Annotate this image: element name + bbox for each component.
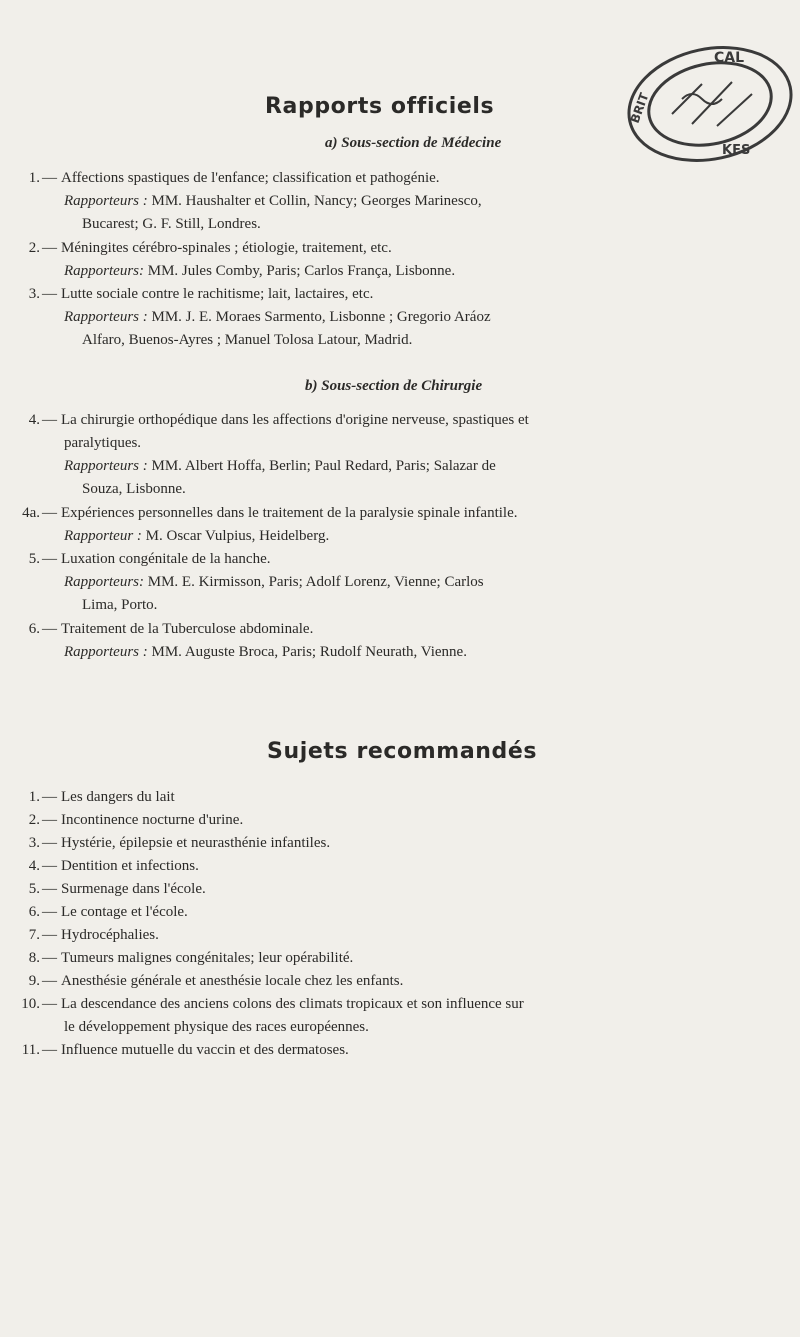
subsection-title-chirurgie: b) Sous-section de Chirurgie: [305, 378, 483, 394]
item-number: 4.: [28, 858, 40, 874]
stamp-text-top: CAL: [714, 50, 745, 66]
rapporteurs-names: Souza, Lisbonne.: [82, 481, 186, 497]
rapporteurs-names: MM. J. E. Moraes Sarmento, Lisbonne ; Gregorio Aráoz: [151, 309, 491, 325]
subsection-title-medecine: a) Sous-section de Médecine: [325, 135, 502, 151]
list-item: 6. — Traitement de la Tuberculose abdominale. Rapporteurs : MM. Auguste Broca, Paris; Rudolf Neurath, Vienne.: [12, 618, 790, 664]
item-title: Tumeurs malignes congénitales; leur opérabilité.: [61, 950, 354, 966]
item-number: 9.: [28, 973, 40, 989]
item-number: 10.: [21, 996, 40, 1012]
item-number: 2.: [28, 240, 40, 256]
rapporteurs-label: Rapporteurs :: [64, 458, 148, 474]
list-item: 5. — Luxation congénitale de la hanche. Rapporteurs: MM. E. Kirmisson, Paris; Adolf Lorenz, Vienne; Carlos Lima, Porto.: [12, 548, 790, 617]
item-number: 3.: [28, 286, 40, 302]
list-item: 4. — La chirurgie orthopédique dans les affections d'origine nerveuse, spastiques et paralytiques. Rapporteurs : MM. Albert Hoffa, Berlin; Paul Redard, Paris; Salazar de Souza, Lisbonne.: [12, 409, 790, 501]
item-title: Expériences personnelles dans le traitement de la paralysie spinale infantile.: [61, 505, 518, 521]
rapporteurs-label: Rapporteurs :: [64, 193, 148, 209]
list-item: 6. — Le contage et l'école.: [12, 901, 790, 924]
item-title: Méningites cérébro-spinales ; étiologie, traitement, etc.: [61, 240, 392, 256]
stamp-text-bottom: KES: [722, 143, 751, 158]
list-item: 7. — Hydrocéphalies.: [12, 924, 790, 947]
rapporteurs-label: Rapporteur :: [64, 528, 142, 544]
rapporteurs-label: Rapporteurs:: [64, 574, 144, 590]
item-title: Les dangers du lait: [61, 789, 175, 805]
item-title: Anesthésie générale et anesthésie locale chez les enfants.: [61, 973, 404, 989]
item-number: 4a.: [22, 505, 40, 521]
list-item: 4. — Dentition et infections.: [12, 855, 790, 878]
item-number: 5.: [28, 551, 40, 567]
item-number: 8.: [28, 950, 40, 966]
item-number: 6.: [28, 904, 40, 920]
rapporteurs-names: Alfaro, Buenos-Ayres ; Manuel Tolosa Latour, Madrid.: [82, 332, 413, 348]
rapporteurs-names: MM. Auguste Broca, Paris; Rudolf Neurath, Vienne.: [151, 644, 467, 660]
library-stamp-icon: [622, 44, 798, 164]
item-title: Surmenage dans l'école.: [61, 881, 206, 897]
list-item: 2. — Incontinence nocturne d'urine.: [12, 809, 790, 832]
list-item: 11. — Influence mutuelle du vaccin et des dermatoses.: [12, 1039, 790, 1062]
item-title: La descendance des anciens colons des climats tropicaux et son influence sur: [61, 996, 524, 1012]
list-item: 10. — La descendance des anciens colons des climats tropicaux et son influence sur le développement physique des races européennes.: [12, 993, 790, 1039]
rapporteurs-names: Lima, Porto.: [82, 597, 158, 613]
item-number: 3.: [28, 835, 40, 851]
item-number: 7.: [28, 927, 40, 943]
item-title-continued: paralytiques.: [64, 435, 142, 451]
stamp-text-left: BRIT: [627, 91, 652, 126]
rapporteurs-names: MM. Jules Comby, Paris; Carlos França, Lisbonne.: [147, 263, 456, 279]
item-number: 1.: [28, 789, 40, 805]
list-item: 9. — Anesthésie générale et anesthésie locale chez les enfants.: [12, 970, 790, 993]
list-item: 5. — Surmenage dans l'école.: [12, 878, 790, 901]
rapporteurs-label: Rapporteurs:: [64, 263, 144, 279]
item-title: Traitement de la Tuberculose abdominale.: [61, 621, 314, 637]
rapporteurs-names: M. Oscar Vulpius, Heidelberg.: [145, 528, 330, 544]
list-item: 1. — Les dangers du lait: [12, 786, 790, 809]
item-title: Hydrocéphalies.: [61, 927, 159, 943]
item-title-continued: le développement physique des races européennes.: [64, 1019, 369, 1035]
item-title: Lutte sociale contre le rachitisme; lait, lactaires, etc.: [61, 286, 374, 302]
list-item: 2. — Méningites cérébro-spinales ; étiologie, traitement, etc. Rapporteurs: MM. Jules Comby, Paris; Carlos França, Lisbonne.: [12, 237, 790, 283]
rapporteurs-names: MM. Albert Hoffa, Berlin; Paul Redard, Paris; Salazar de: [151, 458, 496, 474]
rapporteurs-names: Bucarest; G. F. Still, Londres.: [82, 216, 261, 232]
item-title: Dentition et infections.: [61, 858, 199, 874]
rapporteurs-names: MM. Haushalter et Collin, Nancy; Georges Marinesco,: [151, 193, 482, 209]
item-title: Le contage et l'école.: [61, 904, 188, 920]
item-title: Luxation congénitale de la hanche.: [61, 551, 271, 567]
list-item: 8. — Tumeurs malignes congénitales; leur opérabilité.: [12, 947, 790, 970]
section-title-sujets: Sujets recommandés: [267, 739, 538, 764]
item-number: 6.: [28, 621, 40, 637]
list-item: 3. — Lutte sociale contre le rachitisme; lait, lactaires, etc. Rapporteurs : MM. J. E. Moraes Sarmento, Lisbonne ; Gregorio Aráoz Alfaro, Buenos-Ayres ; Manuel Tolosa Latour, Madrid.: [12, 283, 790, 352]
list-item: 1. — Affections spastiques de l'enfance; classification et pathogénie. Rapporteurs : MM. Haushalter et Collin, Nancy; Georges Marinesco, Bucarest; G. F. Still, Londres.: [12, 167, 790, 236]
rapporteurs-names: MM. E. Kirmisson, Paris; Adolf Lorenz, Vienne; Carlos: [147, 574, 484, 590]
section-title-rapports: Rapports officiels: [265, 94, 495, 119]
rapporteurs-label: Rapporteurs :: [64, 644, 148, 660]
item-title: Hystérie, épilepsie et neurasthénie infantiles.: [61, 835, 331, 851]
list-item: 4a. — Expériences personnelles dans le traitement de la paralysie spinale infantile. Rapporteur : M. Oscar Vulpius, Heidelberg.: [12, 502, 790, 548]
item-number: 2.: [28, 812, 40, 828]
item-title: Incontinence nocturne d'urine.: [61, 812, 244, 828]
item-title: Influence mutuelle du vaccin et des dermatoses.: [61, 1042, 349, 1058]
item-number: 11.: [21, 1042, 40, 1058]
item-title: Affections spastiques de l'enfance; classification et pathogénie.: [61, 170, 440, 186]
item-number: 1.: [28, 170, 40, 186]
item-number: 5.: [28, 881, 40, 897]
list-item: 3. — Hystérie, épilepsie et neurasthénie infantiles.: [12, 832, 790, 855]
item-number: 4.: [28, 412, 40, 428]
item-title: La chirurgie orthopédique dans les affections d'origine nerveuse, spastiques et: [61, 412, 529, 428]
rapporteurs-label: Rapporteurs :: [64, 309, 148, 325]
